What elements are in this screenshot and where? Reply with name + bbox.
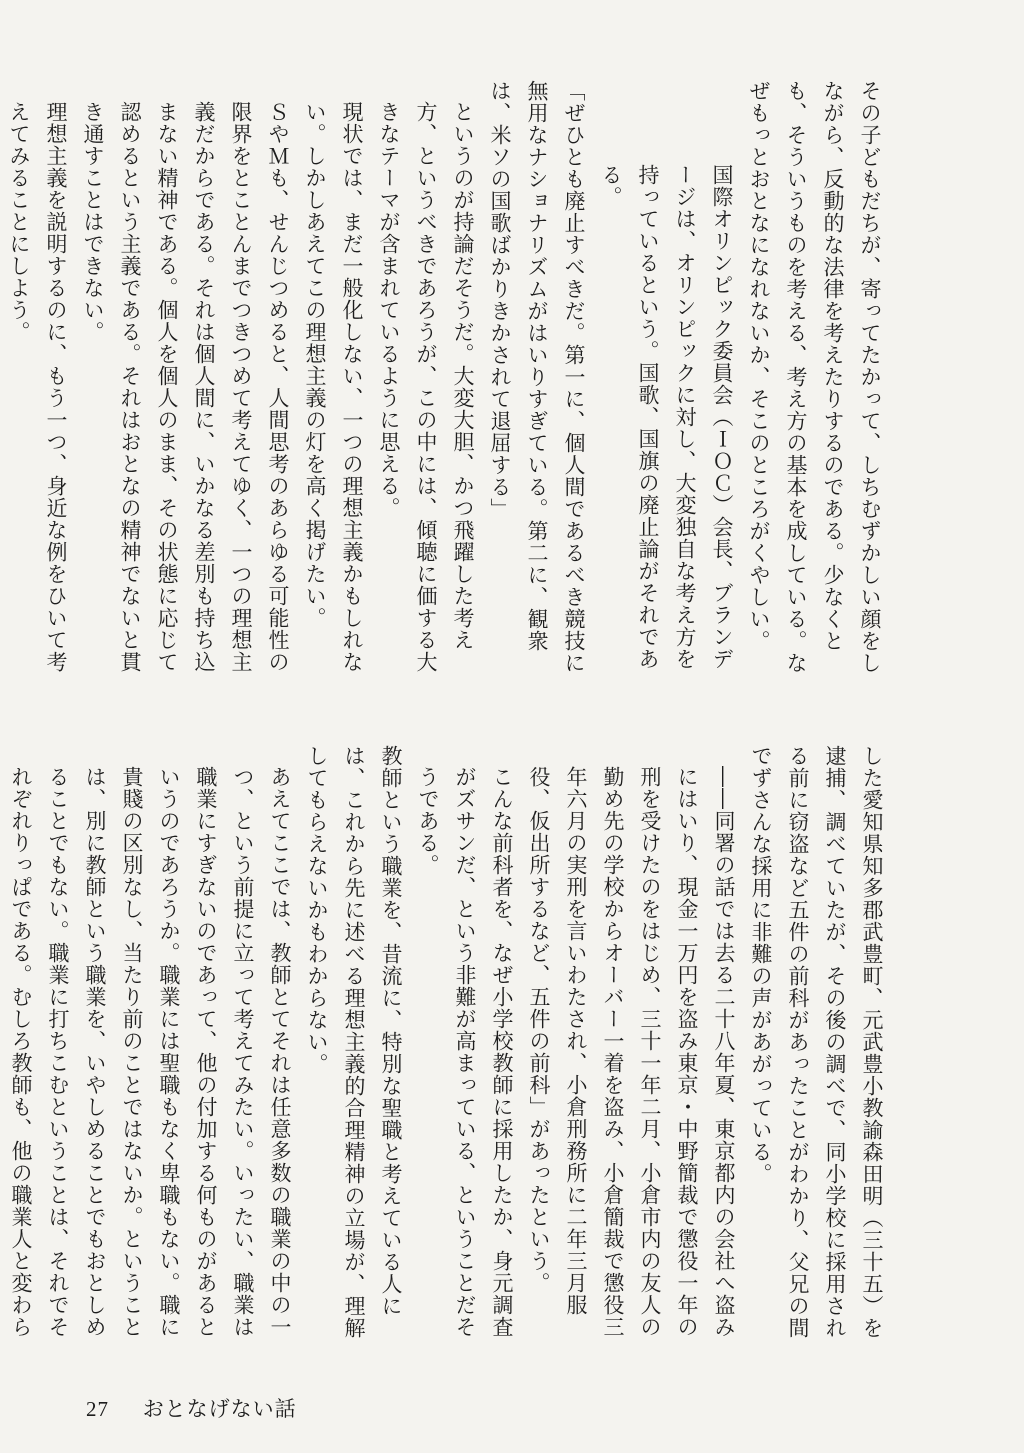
paragraph: というのが持論だそうだ。大変大胆、かつ飛躍した考え方、というべきであろうが、この中には、傾聴に価する大きなテーマが含まれているように思える。	[377, 101, 475, 673]
running-title: おとなげない話	[142, 1397, 297, 1421]
paragraph: 国際オリンピック委員会（ＩＯＣ）会長、ブランデージは、オリンピックに対し、大変独自な考え方を持っているという。国歌、国旗の廃止論がそれである。	[599, 164, 734, 670]
paragraph: こんな前科者を、なぜ小学校教師に採用したか、身元調査がズサンだ、という非難が高まっている、ということだそうである。	[416, 766, 514, 1338]
page-footer	[86, 1393, 297, 1423]
paragraph: ＳやＭも、せんじつめると、人間思考のあらゆる可能性の限界をとことんまでつきつめて考えてゆく、一つの理想主義だからである。それは個人間に、いかなる差別も持ち込まない精神である。個人を個人のまま、その状態に応じて認めるという主義である。それはおとなの精神でないと貫き通すことはできない。	[81, 101, 290, 673]
paragraph: した愛知県知多郡武豊町、元武豊小教諭森田明（三十五）を逮捕、調べていたが、その後の調べで、同小学校に採用される前に窃盗など五件の前科があったことがわかり、父兄の間でずさんな採用に非難の声があがっている。	[749, 745, 884, 1339]
paragraph: 「ぜひとも廃止すべきだ。第一に、個人間であるべき競技に無用なナショナリズムがはいりすぎている。第二に、観衆は、米ソの国歌ばかりきかされて退屈する」	[488, 80, 586, 674]
lower-text-block	[9, 745, 890, 1345]
paragraph: 現状では、まだ一般化しない、一つの理想主義かもしれない。しかしあえてこの理想主義の灯を高く掲げたい。	[303, 101, 364, 673]
upper-text-block	[7, 80, 888, 680]
page-number: 27	[86, 1397, 109, 1421]
paragraph: 理想主義を説明するのに、もう一つ、身近な例をひいて考えてみることにしよう。	[7, 101, 68, 673]
paragraph: ――同署の話では去る二十八年夏、東京都内の会社へ盗みにはいり、現金一万円を盗み東京・中野簡裁で懲役一年の刑を受けたのをはじめ、三十一年二月、小倉市内の友人の勤め先の学校からオーバー一着を盗み、小倉簡裁で懲役三年六月の実刑を言いわたされ、小倉刑務所に二年三月服役、仮出所するなど、五件の前科」があったという。	[527, 766, 736, 1338]
paragraph: あえてここでは、教師とてそれは任意多数の職業の中の一つ、という前提に立って考えてみたい。いったい、職業は職業にすぎないのであって、他の付加する何ものがあるというのであろうか。職業には聖職もなく卑職もない。職に貴賤の区別なし、当たり前のことではないか。ということは、別に教師という職業を、いやしめることでもおとしめることでもない。職業に打ちこむということは、それでそれぞれりっぱである。むしろ教師も、他の職業人と変わら	[9, 766, 292, 1338]
paragraph: 教師という職業を、昔流に、特別な聖職と考えている人には、これから先に述べる理想主義的合理精神の立場が、理解してもらえないかもわからない。	[305, 745, 403, 1339]
paragraph: その子どもだちが、寄ってたかって、しちむずかしい顔をしながら、反動的な法律を考えたりするのである。少なくとも、そういうものを考える、考え方の基本を成している。なぜもっとおとなになれないか、そこのところがくやしい。	[747, 80, 882, 674]
